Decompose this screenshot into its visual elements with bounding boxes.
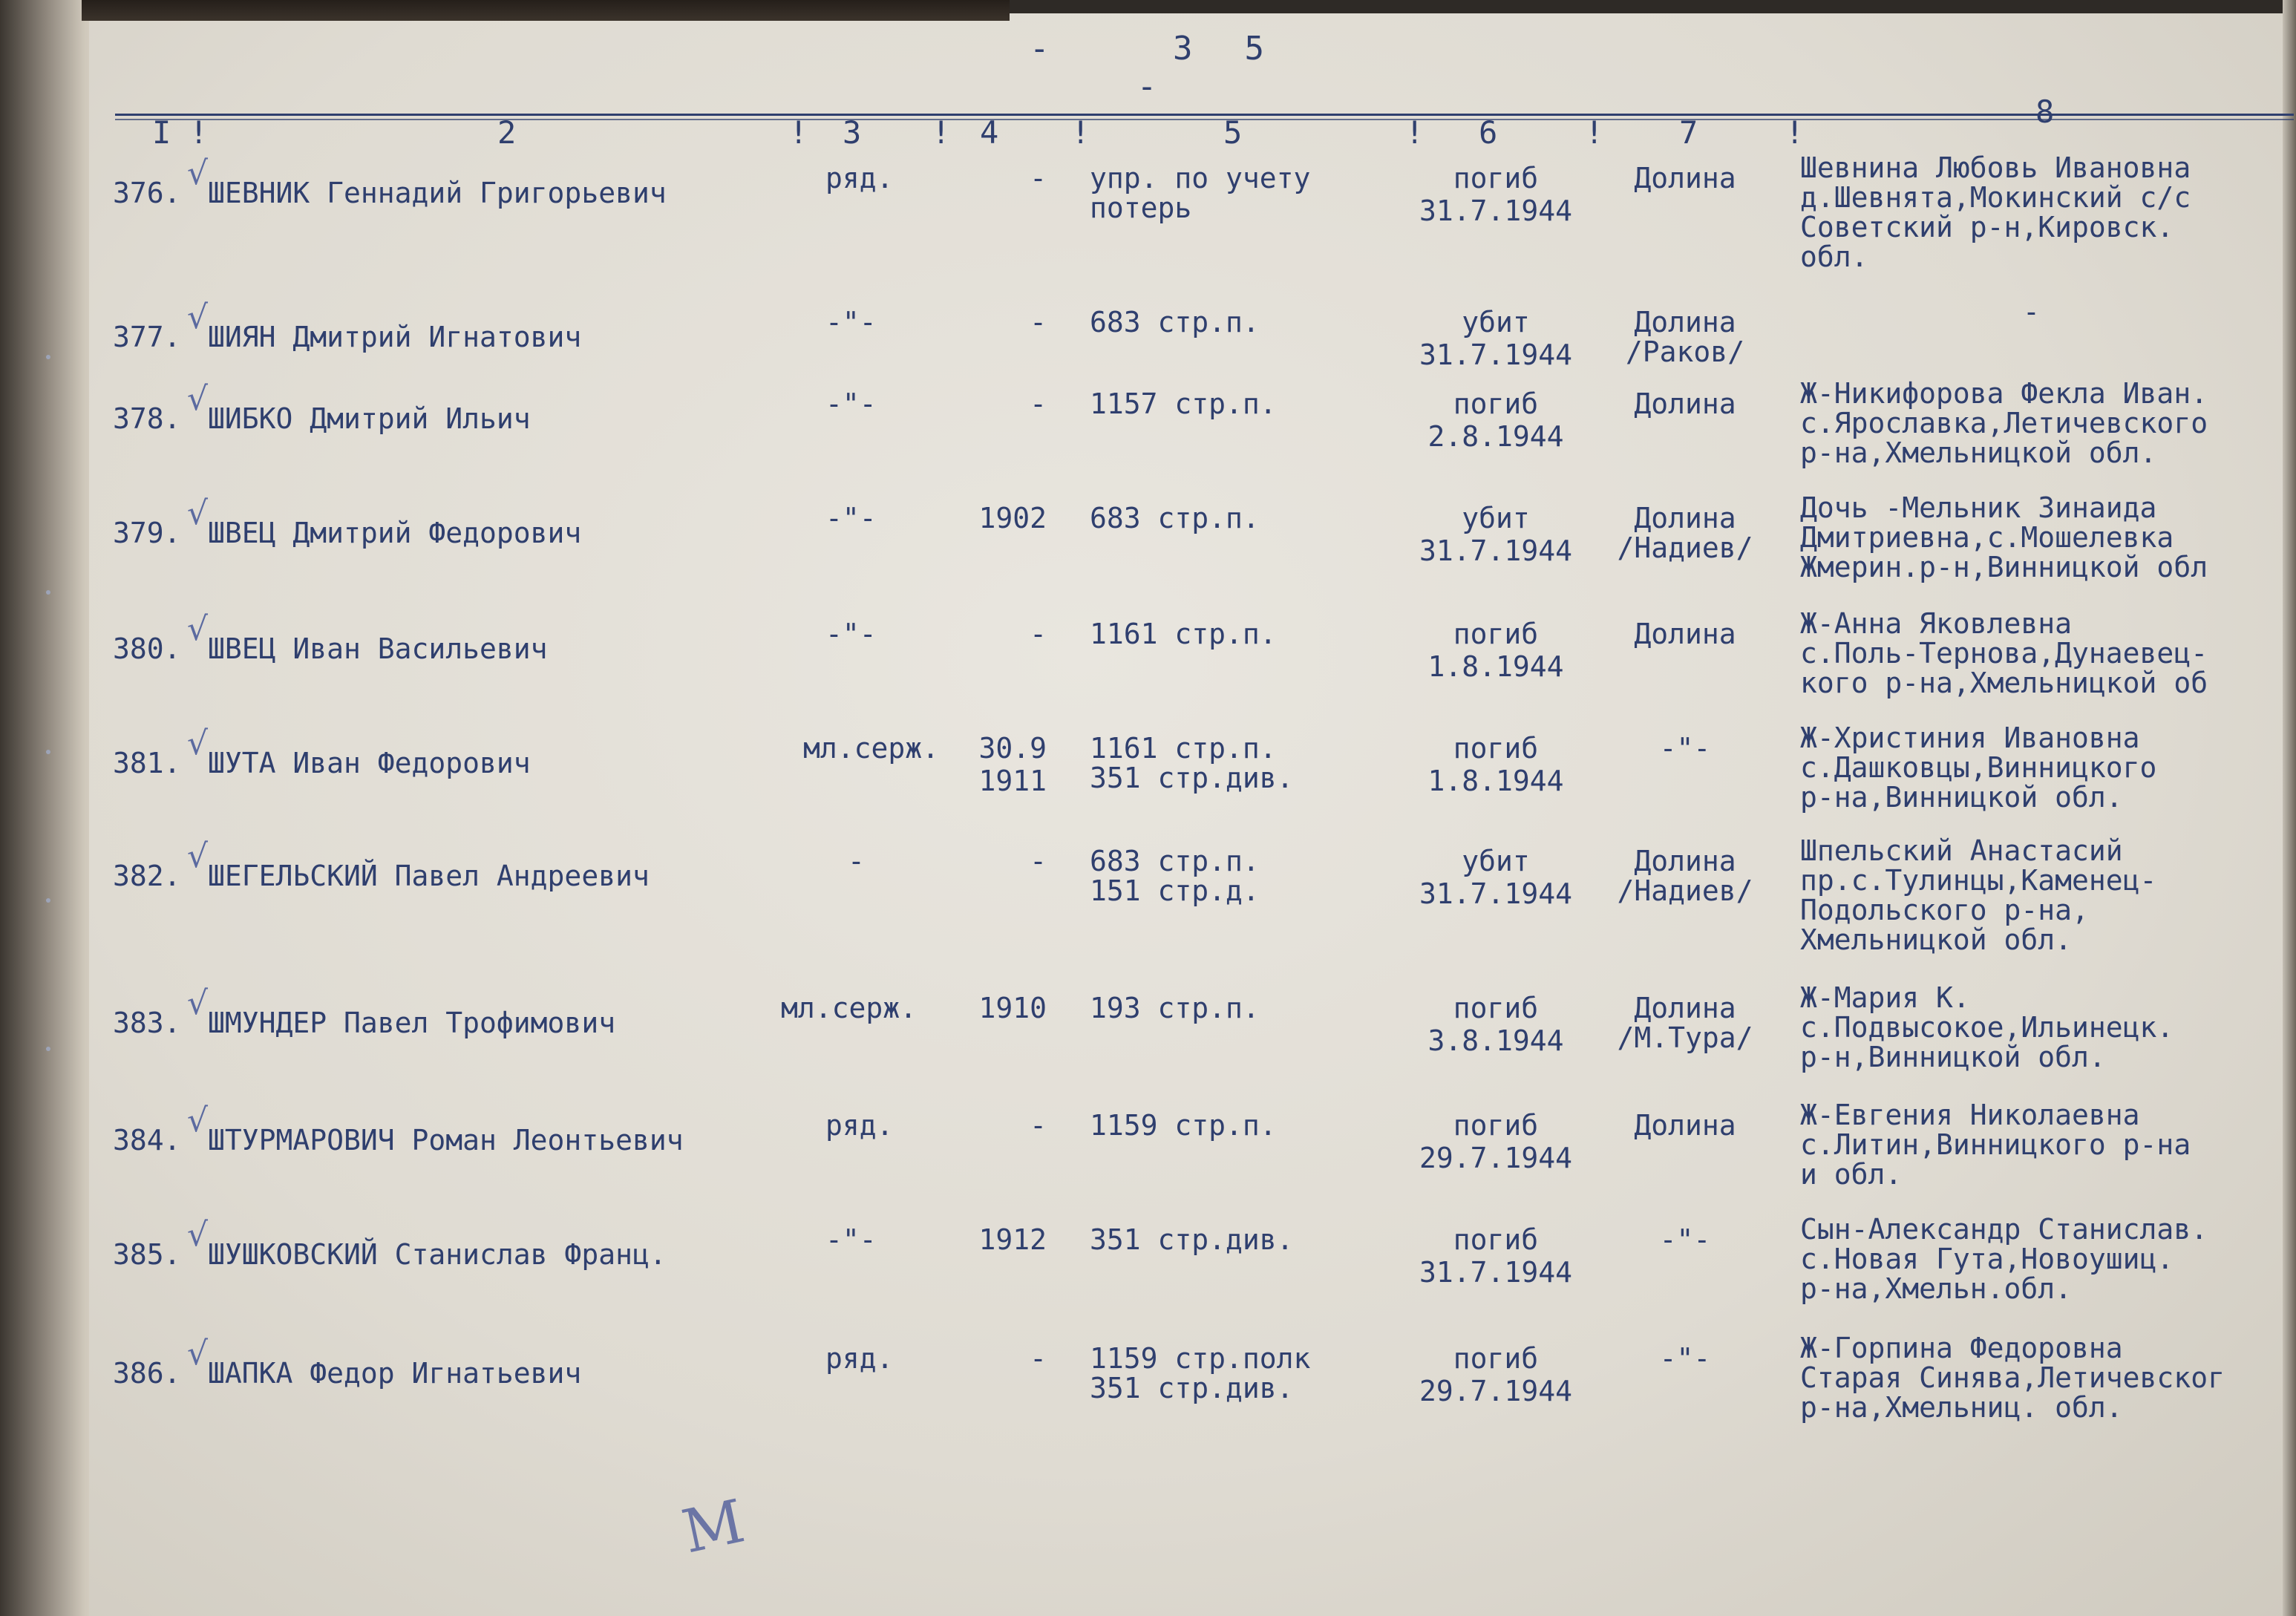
fate: погиб — [1453, 162, 1539, 194]
col-header-2: 2 — [497, 114, 517, 151]
record-number: 381. — [113, 747, 181, 779]
col-header-3: 3 — [843, 114, 862, 151]
rank: -"- — [825, 306, 877, 338]
relative-info: Ж-Евгения Николаевна — [1800, 1099, 2140, 1131]
soldier-name: ШВЕЦ Дмитрий Федорович — [208, 517, 582, 549]
rank: ряд. — [825, 1109, 894, 1142]
fate: 31.7.1944 — [1419, 1256, 1572, 1289]
birth-year: 30.9 1911 — [978, 732, 1047, 797]
birth-year: 1902 — [978, 502, 1047, 534]
record-number: 386. — [113, 1357, 181, 1390]
relative-info: - — [2023, 295, 2040, 328]
burial-place: Долина — [1634, 992, 1736, 1024]
relative-info: Дочь -Мельник Зинаида — [1800, 491, 2157, 524]
burial-place: Долина — [1634, 1109, 1736, 1142]
relative-info: с.Литин,Винницкого р-на — [1800, 1128, 2191, 1161]
rank: -"- — [825, 387, 877, 420]
rank: -"- — [825, 1223, 877, 1256]
soldier-name: ШВЕЦ Иван Васильевич — [208, 632, 548, 665]
record-number: 380. — [113, 632, 181, 665]
military-unit: 351 стр.див. — [1090, 762, 1294, 794]
handwritten-mark: М — [676, 1486, 750, 1567]
checkmark-icon: √ — [187, 380, 209, 418]
soldier-name: ШТУРМАРОВИЧ Роман Леонтьевич — [208, 1124, 684, 1157]
military-unit: 683 стр.п. — [1090, 845, 1260, 877]
checkmark-icon: √ — [187, 1102, 209, 1139]
burial-place: -"- — [1659, 1342, 1711, 1375]
fate: погиб — [1453, 1342, 1539, 1375]
relative-info: пр.с.Тулинцы,Каменец- — [1800, 864, 2157, 897]
military-unit: 1157 стр.п. — [1090, 387, 1277, 420]
checkmark-icon: √ — [187, 610, 209, 648]
page-top-edge — [82, 0, 1010, 21]
col-separator: ! — [189, 114, 209, 151]
fate: убит — [1462, 306, 1530, 338]
col-separator: ! — [1785, 114, 1805, 151]
col-header-1: I — [152, 114, 171, 151]
relative-info: с.Новая Гута,Новоушиц. — [1800, 1243, 2174, 1275]
relative-info: р-на,Хмельницкой обл. — [1800, 436, 2157, 469]
relative-info: Ж-Анна Яковлевна — [1800, 607, 2073, 640]
relative-info: Ж-Христиния Ивановна — [1800, 722, 2140, 754]
relative-info: Подольского р-на, — [1800, 894, 2089, 926]
military-unit: потерь — [1090, 192, 1192, 224]
birth-year: - — [1030, 1109, 1047, 1142]
record-number: 376. — [113, 177, 181, 209]
relative-info: Ж-Никифорова Фекла Иван. — [1800, 377, 2208, 410]
fate: 3.8.1944 — [1427, 1024, 1564, 1057]
rank: ряд. — [825, 1342, 894, 1375]
birth-year: - — [1030, 1342, 1047, 1375]
fate: погиб — [1453, 1223, 1539, 1256]
hole-dot — [46, 355, 50, 359]
fate: погиб — [1453, 618, 1539, 650]
rank: -"- — [825, 502, 877, 534]
record-number: 379. — [113, 517, 181, 549]
col-separator: ! — [1405, 114, 1425, 151]
burial-place: /Раков/ — [1625, 336, 1745, 368]
burial-place: Долина — [1634, 502, 1736, 534]
fate: погиб — [1453, 992, 1539, 1024]
burial-place: Долина — [1634, 162, 1736, 194]
burial-place: -"- — [1659, 1223, 1711, 1256]
fate: 31.7.1944 — [1419, 877, 1572, 910]
relative-info: Сын-Александр Станислав. — [1800, 1213, 2208, 1246]
relative-info: р-на,Хмельн.обл. — [1800, 1272, 2073, 1305]
military-unit: 683 стр.п. — [1090, 502, 1260, 534]
hole-dot — [46, 750, 50, 754]
birth-year: 1912 — [978, 1223, 1047, 1256]
birth-year: - — [1030, 845, 1047, 877]
burial-place: Долина — [1634, 306, 1736, 338]
soldier-name: ШМУНДЕР Павел Трофимович — [208, 1007, 616, 1039]
relative-info: Ж-Мария К. — [1800, 981, 1970, 1014]
soldier-name: ШИБКО Дмитрий Ильич — [208, 402, 531, 435]
fate: 31.7.1944 — [1419, 534, 1572, 567]
col-header-6: 6 — [1479, 114, 1498, 151]
fate: убит — [1462, 502, 1530, 534]
checkmark-icon: √ — [187, 154, 209, 192]
relative-info: Советский р-н,Кировск. — [1800, 211, 2174, 243]
fate: 1.8.1944 — [1427, 650, 1564, 683]
soldier-name: ШЕГЕЛЬСКИЙ Павел Андреевич — [208, 860, 650, 892]
fate: 29.7.1944 — [1419, 1142, 1572, 1174]
burial-place: Долина — [1634, 618, 1736, 650]
relative-info: Жмерин.р-н,Винницкой обл — [1800, 551, 2208, 583]
checkmark-icon: √ — [187, 724, 209, 762]
soldier-name: ШИЯН Дмитрий Игнатович — [208, 321, 582, 353]
relative-info: Ж-Горпина Федоровна — [1800, 1332, 2123, 1364]
burial-place: Долина — [1634, 845, 1736, 877]
col-header-5: 5 — [1223, 114, 1243, 151]
checkmark-icon: √ — [187, 984, 209, 1022]
relative-info: р-н,Винницкой обл. — [1800, 1041, 2106, 1073]
relative-info: Шпельский Анастасий — [1800, 834, 2123, 867]
relative-info: с.Ярославка,Летичевского — [1800, 407, 2208, 439]
fate: погиб — [1453, 387, 1539, 420]
checkmark-icon: √ — [187, 494, 209, 532]
military-unit: 351 стр.див. — [1090, 1372, 1294, 1404]
soldier-name: ШУТА Иван Федорович — [208, 747, 531, 779]
col-header-8: 8 — [2035, 94, 2055, 130]
hole-dot — [46, 898, 50, 903]
relative-info: Хмельницкой обл. — [1800, 923, 2073, 956]
relative-info: Старая Синява,Летичевског — [1800, 1361, 2225, 1394]
fate: 1.8.1944 — [1427, 765, 1564, 797]
relative-info: Шевнина Любовь Ивановна — [1800, 151, 2191, 184]
relative-info: с.Поль-Тернова,Дунаевец- — [1800, 637, 2208, 670]
checkmark-icon: √ — [187, 1335, 209, 1373]
military-unit: 1159 стр.п. — [1090, 1109, 1277, 1142]
col-separator: ! — [789, 114, 808, 151]
relative-info: д.Шевнята,Мокинский с/с — [1800, 181, 2191, 214]
soldier-name: ШУШКОВСКИЙ Станислав Франц. — [208, 1238, 667, 1271]
col-header-7: 7 — [1679, 114, 1698, 151]
birth-year: - — [1030, 162, 1047, 194]
fate: погиб — [1453, 732, 1539, 765]
fate: 31.7.1944 — [1419, 338, 1572, 371]
col-separator: ! — [1071, 114, 1090, 151]
military-unit: 151 стр.д. — [1090, 874, 1260, 907]
military-unit: 193 стр.п. — [1090, 992, 1260, 1024]
rank: -"- — [825, 618, 877, 650]
burial-place: /М.Тура/ — [1617, 1021, 1753, 1054]
soldier-name: ШЕВНИК Геннадий Григорьевич — [208, 177, 667, 209]
hole-dot — [46, 1047, 50, 1051]
rank: мл.серж. — [781, 992, 918, 1024]
military-unit: 351 стр.див. — [1090, 1223, 1294, 1256]
fate: 2.8.1944 — [1427, 420, 1564, 453]
birth-year: 1910 — [978, 992, 1047, 1024]
military-unit: 1161 стр.п. — [1090, 618, 1277, 650]
record-number: 377. — [113, 321, 181, 353]
col-header-4: 4 — [980, 114, 999, 151]
rank: мл.серж. — [803, 732, 940, 765]
rank: - — [848, 845, 865, 877]
record-number: 385. — [113, 1238, 181, 1271]
military-unit: упр. по учету — [1090, 162, 1311, 194]
relative-info: с.Дашковцы,Винницкого — [1800, 751, 2157, 784]
record-number: 383. — [113, 1007, 181, 1039]
record-number: 378. — [113, 402, 181, 435]
relative-info: Дмитриевна,с.Мошелевка — [1800, 521, 2174, 554]
birth-year: - — [1030, 387, 1047, 420]
burial-place: /Надиев/ — [1617, 874, 1753, 907]
military-unit: 1161 стр.п. — [1090, 732, 1277, 765]
checkmark-icon: √ — [187, 298, 209, 336]
fate: убит — [1462, 845, 1530, 877]
record-number: 384. — [113, 1124, 181, 1157]
checkmark-icon: √ — [187, 837, 209, 875]
soldier-name: ШАПКА Федор Игнатьевич — [208, 1357, 582, 1390]
page-number: - 35 - — [1030, 30, 1316, 105]
relative-info: с.Подвысокое,Ильинецк. — [1800, 1011, 2174, 1044]
page-right-edge — [2283, 0, 2296, 1616]
relative-info: обл. — [1800, 241, 1868, 273]
header-rule — [115, 114, 2294, 116]
burial-place: /Надиев/ — [1617, 531, 1753, 564]
checkmark-icon: √ — [187, 1216, 209, 1254]
rank: ряд. — [825, 162, 894, 194]
birth-year: - — [1030, 618, 1047, 650]
hole-dot — [46, 590, 50, 595]
burial-place: -"- — [1659, 732, 1711, 765]
col-separator: ! — [932, 114, 951, 151]
relative-info: р-на,Хмельниц. обл. — [1800, 1391, 2123, 1424]
military-unit: 683 стр.п. — [1090, 306, 1260, 338]
fate: 31.7.1944 — [1419, 194, 1572, 227]
col-separator: ! — [1585, 114, 1604, 151]
header-rule-thin — [115, 119, 2294, 120]
military-unit: 1159 стр.полк — [1090, 1342, 1311, 1375]
record-number: 382. — [113, 860, 181, 892]
relative-info: и обл. — [1800, 1158, 1903, 1191]
burial-place: Долина — [1634, 387, 1736, 420]
birth-year: - — [1030, 306, 1047, 338]
relative-info: кого р-на,Хмельницкой об — [1800, 667, 2208, 699]
fate: 29.7.1944 — [1419, 1375, 1572, 1407]
fate: погиб — [1453, 1109, 1539, 1142]
relative-info: р-на,Винницкой обл. — [1800, 781, 2123, 814]
